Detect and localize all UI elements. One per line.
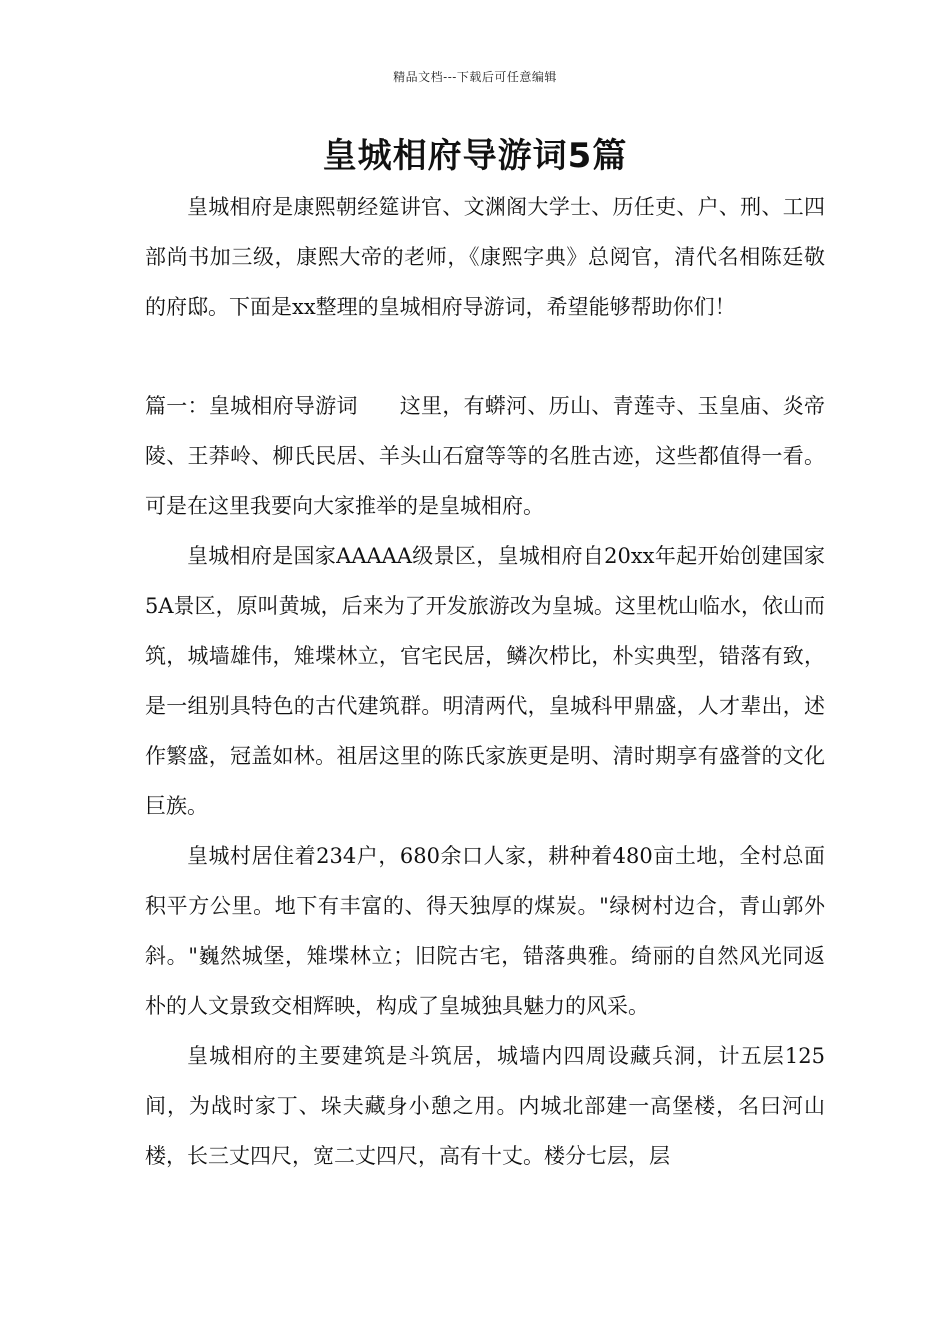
document-body bbox=[145, 182, 825, 1181]
paragraph-4: 皇城相府的主要建筑是斗筑居，城墙内四周设藏兵洞，计五层125间，为战时家丁、垛夫藏身小憩之用。内城北部建一高堡楼，名曰河山楼，长三丈四尺，宽二丈四尺，高有十丈。楼分七层，层 bbox=[145, 1044, 825, 1168]
header-note: 精品文档---下载后可任意编辑 bbox=[393, 70, 557, 84]
section1-text: 这里，有蟒河、历山、青莲寺、玉皇庙、炎帝陵、王莽岭、柳氏民居、羊头山石窟等等的名胜古迹，这些都值得一看。可是在这里我要向大家推举的是皇城相府。 bbox=[145, 394, 826, 518]
section1-heading: 篇一：皇城相府导游词 bbox=[145, 394, 358, 418]
paragraph-2: 皇城相府是国家AAAAA级景区，皇城相府自20xx年起开始创建国家5A景区，原叫黄城，后来为了开发旅游改为皇城。这里枕山临水，依山而筑，城墙雄伟，雉堞林立，官宅民居，鳞次栉比，朴实典型，错落有致，是一组别具特色的古代建筑群。明清两代，皇城科甲鼎盛，人才辈出，述作繁盛，冠盖如林。祖居这里的陈氏家族更是明、清时期享有盛誉的文化巨族。 bbox=[145, 544, 825, 818]
section1-paragraph bbox=[145, 381, 825, 531]
document-title: 皇城相府导游词5篇 bbox=[322, 136, 628, 176]
paragraph-3: 皇城村居住着234户，680余口人家，耕种着480亩土地，全村总面积平方公里。地下有丰富的、得天独厚的煤炭。"绿树村边合，青山郭外斜。"巍然城堡，雉堞林立；旧院古宅，错落典雅。绮丽的自然风光同返朴的人文景致交相辉映，构成了皇城独具魅力的风采。 bbox=[145, 844, 825, 1018]
intro-paragraph: 皇城相府是康熙朝经筵讲官、文渊阁大学士、历任吏、户、刑、工四部尚书加三级，康熙大帝的老师，《康熙字典》总阅官，清代名相陈廷敬的府邸。下面是xx整理的皇城相府导游词，希望能够帮助你们！ bbox=[145, 195, 825, 319]
paragraph-gap bbox=[145, 332, 825, 381]
